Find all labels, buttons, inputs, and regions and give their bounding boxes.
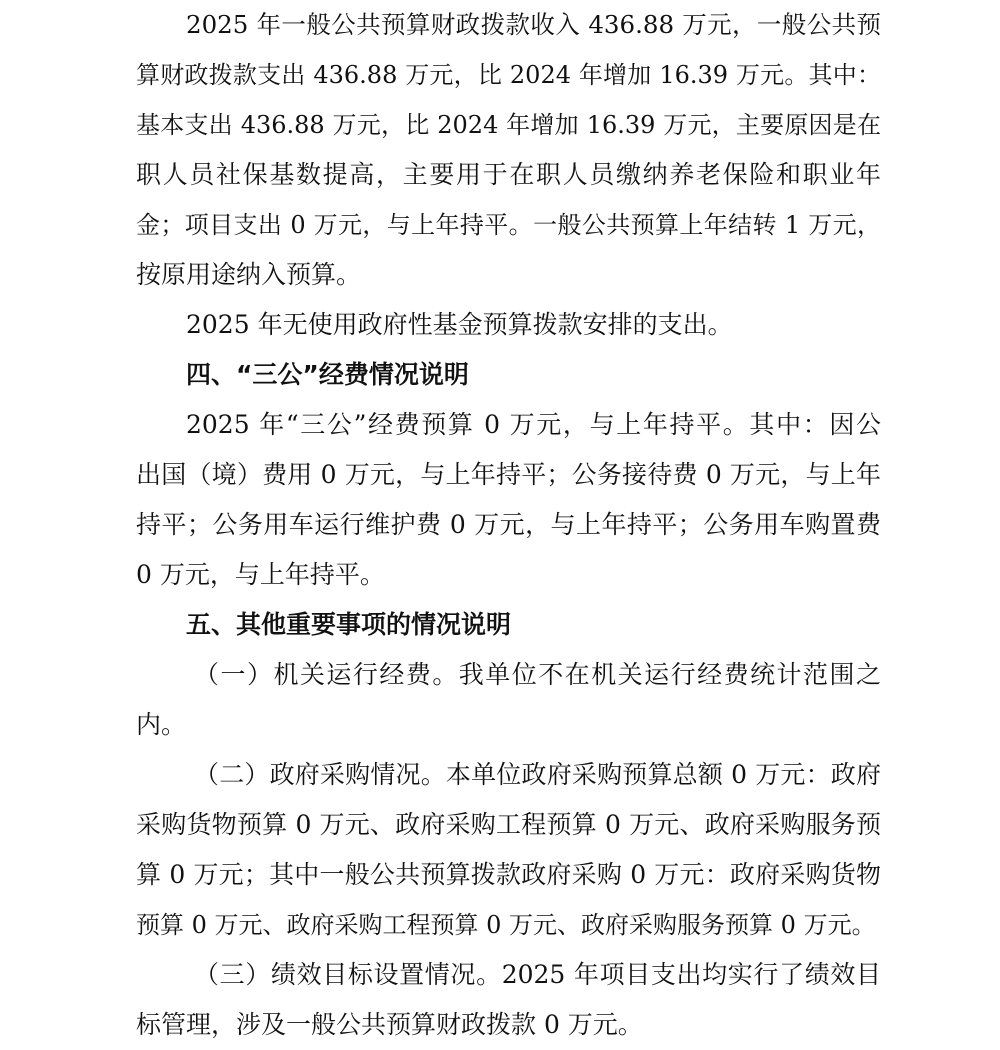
text-line: 算 0 万元；其中一般公共预算拨款政府采购 0 万元：政府采购货物: [136, 860, 881, 889]
section-three-public-expenses: [136, 350, 881, 600]
text-line: 标管理，涉及一般公共预算财政拨款 0 万元。: [136, 1010, 643, 1039]
text-line: 内。: [136, 710, 187, 739]
text-line: 预算 0 万元、政府采购工程预算 0 万元、政府采购服务预算 0 万元。: [136, 911, 876, 939]
text-line: 持平；公务用车运行维护费 0 万元，与上年持平；公务用车购置费: [136, 510, 881, 539]
item-government-procurement: [136, 750, 881, 950]
text-line: （三）绩效目标设置情况。2025 年项目支出均实行了绩效目: [194, 960, 881, 989]
text-line: 职人员社保基数提高，主要用于在职人员缴纳养老保险和职业年: [136, 160, 881, 189]
text-line: 出国（境）费用 0 万元，与上年持平；公务接待费 0 万元，与上年: [136, 460, 881, 489]
text-line: 采购货物预算 0 万元、政府采购工程预算 0 万元、政府采购服务预: [136, 810, 881, 839]
paragraph-government-fund: [136, 300, 881, 350]
text-line: 金；项目支出 0 万元，与上年持平。一般公共预算上年结转 1 万元，: [136, 211, 881, 239]
document-page: [136, 0, 881, 1050]
paragraph-budget-revenue: [136, 0, 881, 300]
text-line: 2025 年无使用政府性基金预算拨款安排的支出。: [186, 310, 733, 339]
text-line: （一）机关运行经费。我单位不在机关运行经费统计范围之: [194, 660, 881, 689]
text-line: 0 万元，与上年持平。: [136, 560, 385, 589]
text-line: 2025 年一般公共预算财政拨款收入 436.88 万元，一般公共预: [186, 10, 881, 39]
section-heading: 五、其他重要事项的情况说明: [186, 610, 512, 639]
section-heading: 四、“三公”经费情况说明: [186, 360, 469, 389]
text-line: 基本支出 436.88 万元，比 2024 年增加 16.39 万元，主要原因是在: [136, 111, 881, 139]
text-line: 2025 年“三公”经费预算 0 万元，与上年持平。其中：因公: [186, 410, 881, 439]
text-line: 算财政拨款支出 436.88 万元，比 2024 年增加 16.39 万元。其中：: [136, 61, 881, 89]
item-operating-expenses: [136, 650, 881, 750]
section-other-matters: [136, 600, 881, 1050]
item-performance-targets: [136, 950, 881, 1050]
text-line: 按原用途纳入预算。: [136, 260, 362, 289]
text-line: （二）政府采购情况。本单位政府采购预算总额 0 万元：政府: [194, 760, 881, 789]
